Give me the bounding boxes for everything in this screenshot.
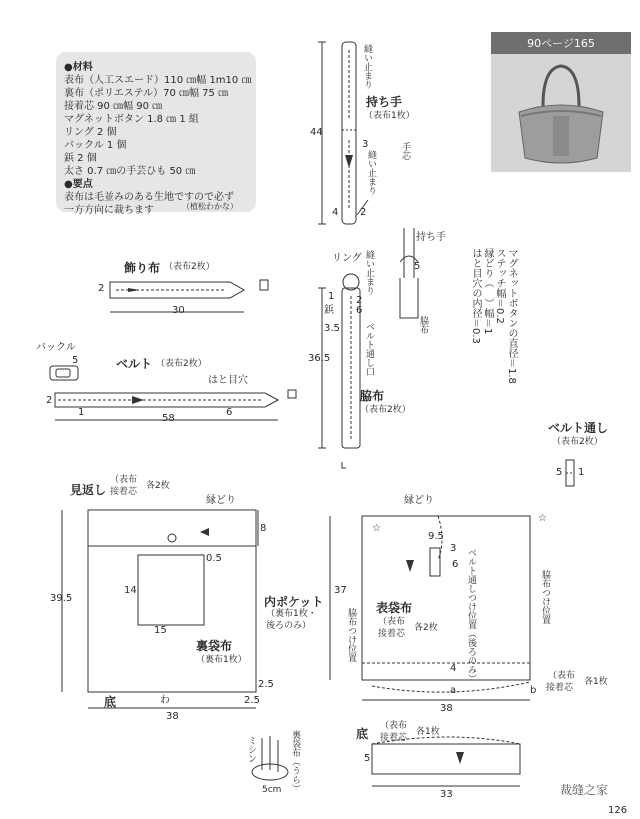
gusset-height: 36.5	[308, 353, 331, 364]
material-line: 鋲 2 個	[64, 153, 97, 164]
belt-loop-d5: 5	[556, 467, 563, 478]
belt-loop-sub: （表布2枚）	[552, 437, 603, 447]
pocket-sub2: 後ろのみ）	[266, 621, 312, 631]
pocket-d14: 14	[124, 585, 137, 596]
belt-title: ベルト	[116, 357, 153, 371]
note-stitch: ステッチ幅＝0.2	[494, 248, 505, 324]
facing-height: 39.5	[50, 593, 73, 604]
facing-d8: 8	[260, 523, 267, 534]
outer-d95: 9.5	[428, 531, 444, 542]
material-line: 裏布（ポリエステル）70 ㎝幅 75 ㎝	[64, 88, 229, 99]
material-line: 接着芯 90 ㎝幅 90 ㎝	[64, 101, 163, 112]
page-reference: 90ページ165	[491, 32, 631, 54]
belt-d1: 1	[78, 407, 85, 418]
material-line: マグネットボタン 1.8 ㎝ 1 組	[64, 114, 199, 125]
bottom-sub1: （表布	[380, 721, 408, 731]
page-number: 126	[608, 805, 628, 816]
outer-width: 38	[440, 703, 453, 714]
outer-d4: 4	[450, 663, 457, 674]
gusset-d6: 6	[356, 305, 363, 316]
facing-sub2: 接着芯	[110, 487, 138, 497]
gusset-position-right: 脇布つけ位置	[540, 570, 550, 624]
gusset-position-left: 脇布つけ位置	[346, 608, 356, 662]
deco-d2: 2	[98, 283, 105, 294]
loop-opening-label: ベルト通し口	[364, 322, 374, 376]
belt-d6: 6	[226, 407, 233, 418]
gusset-d5: 5	[414, 261, 421, 272]
pocket-d05: 0.5	[206, 553, 222, 564]
facing-title: 見返し	[70, 483, 107, 497]
material-line: バックル 1 個	[64, 140, 127, 151]
mishin-label: ミシン	[246, 736, 256, 763]
handle-length: 44	[310, 127, 323, 138]
gusset-d35: 3.5	[324, 323, 340, 334]
gusset-stitch-stop: 縫い止まり	[364, 250, 374, 295]
facing-count: 各2枚	[146, 481, 170, 491]
bottom-width: 33	[440, 789, 453, 800]
note-edge: 縁どり（ ）幅＝1	[482, 248, 493, 335]
eyelet-label: はと目穴	[208, 375, 248, 386]
handle-title: 持ち手	[366, 95, 403, 109]
handle-sub: （表布1枚）	[364, 111, 415, 121]
fold-label: わ	[160, 695, 170, 706]
stitch-stop-top: 縫い止まり	[362, 44, 372, 89]
point-line: 一方方向に裁ちます	[64, 205, 154, 216]
belt-width: 58	[162, 413, 175, 424]
belt-d2: 2	[46, 395, 53, 406]
outer-bottom-sub1: （表布	[548, 671, 576, 681]
outer-bottom-sub2: 接着芯	[546, 683, 574, 693]
points-title: ●要点	[64, 179, 93, 190]
belt-d5: 5	[72, 355, 79, 366]
handle-side-note: 手芯	[400, 142, 410, 160]
outer-a: a	[450, 685, 457, 696]
outer-piece	[362, 516, 530, 680]
lining-title: 裏袋布	[196, 639, 233, 653]
outer-count: 各2枚	[414, 623, 438, 633]
facing-sub1: （表布	[110, 475, 138, 485]
gusset-d1: 1	[328, 291, 335, 302]
lining-d25a: 2.5	[258, 679, 274, 690]
lining-bottom-label: 底	[104, 695, 117, 709]
author: （植松わかな）	[182, 202, 238, 211]
gusset-d2: 2	[356, 295, 363, 306]
deco-width: 30	[172, 305, 185, 316]
outer-height: 37	[334, 585, 347, 596]
note-magnet: マグネットボタンの直径＝1.8	[506, 248, 517, 384]
outer-d6: 6	[452, 559, 459, 570]
outer-bottom-count: 各1枚	[584, 677, 608, 687]
outer-d3: 3	[450, 543, 457, 554]
lining-width: 38	[166, 711, 179, 722]
watermark: 裁缝之家	[560, 783, 609, 797]
belt-loop-d1: 1	[578, 467, 585, 478]
belt-sub: （表布2枚）	[156, 359, 207, 369]
loop-position-label: ベルト通しつけ位置（後ろのみ）	[466, 548, 476, 683]
pocket-sub1: （裏布1枚・	[266, 609, 317, 619]
bottom-sub2: 接着芯	[380, 733, 408, 743]
belt-loop-title: ベルト通し	[548, 421, 609, 435]
outer-star-left: ☆	[372, 523, 381, 534]
outer-sub1: （表布	[378, 617, 406, 627]
outer-star-right: ☆	[538, 513, 547, 524]
point-line: 表布は毛並みのある生地ですので必ず	[64, 192, 234, 203]
bottom-piece	[372, 744, 520, 774]
outer-title: 表袋布	[376, 601, 413, 615]
handle-d3: 3	[362, 139, 369, 150]
material-line: 表布（人工スエード）110 ㎝幅 1m10 ㎝	[64, 75, 252, 86]
gusset-title: 脇布	[360, 389, 385, 403]
handle-d4: 4	[332, 207, 339, 218]
bottom-d5: 5	[364, 753, 371, 764]
handle-ref-label: 持ち手	[416, 232, 446, 243]
material-line: 太さ 0.7 ㎝の手芸ひも 50 ㎝	[64, 166, 196, 177]
gusset-side-label: 脇布	[418, 316, 428, 334]
gusset-sub: （表布2枚）	[360, 405, 411, 415]
pocket-title: 内ポケット	[264, 595, 324, 609]
materials-title: ●材料	[64, 62, 93, 73]
rivet-label: 鋲	[324, 305, 334, 316]
ring-label: リング	[332, 253, 362, 264]
tie-length: 5cm	[262, 785, 282, 795]
pocket-d15: 15	[154, 625, 167, 636]
outer-b: b	[530, 685, 537, 696]
stitch-stop-bottom: 縫い止まり	[366, 150, 376, 195]
tie-lining-note: 裏袋布（うら）	[290, 730, 300, 793]
bottom-count: 各1枚	[416, 727, 440, 737]
handle-d2: 2	[360, 207, 367, 218]
bottom-title: 底	[356, 727, 369, 741]
lining-sub: （裏布1枚）	[196, 655, 247, 665]
lining-d25b: 2.5	[244, 695, 260, 706]
inner-pocket	[138, 555, 204, 625]
facing-edging: 縁どり	[206, 495, 236, 506]
buckle-label: バックル	[36, 342, 76, 353]
outer-sub2: 接着芯	[378, 629, 406, 639]
deco-title: 飾り布	[124, 261, 161, 275]
outer-edging: 縁どり	[404, 495, 434, 506]
note-eyelet: はと目穴の内径＝0.3	[470, 248, 481, 344]
deco-sub: （表布2枚）	[164, 262, 215, 272]
material-line: リング 2 個	[64, 127, 117, 138]
